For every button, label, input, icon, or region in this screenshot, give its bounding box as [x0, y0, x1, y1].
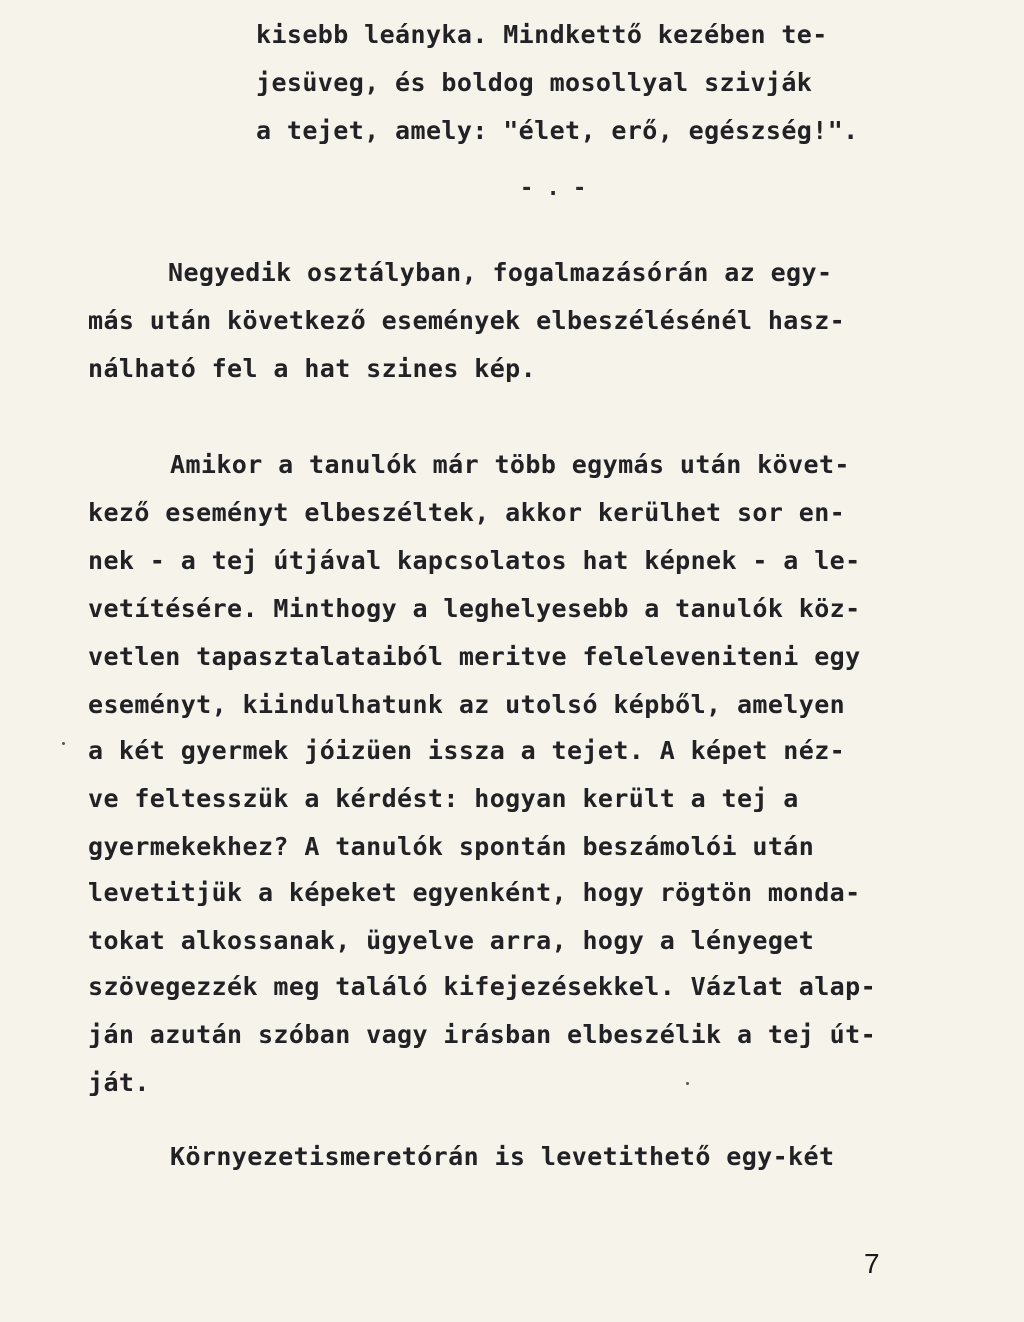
text-line: vetlen tapasztalataiból meritve feleleveniteni egy	[88, 642, 861, 671]
text-line: ját.	[88, 1068, 150, 1097]
text-line: a tejet, amely: "élet, erő, egészség!".	[256, 116, 859, 145]
text-line: a két gyermek jóizüen issza a tejet. A képet néz-	[88, 736, 846, 765]
text-line: nek - a tej útjával kapcsolatos hat képnek - a le-	[88, 546, 861, 575]
text-line: tokat alkossanak, ügyelve arra, hogy a lényeget	[88, 926, 815, 955]
text-line: gyermekekhez? A tanulók spontán beszámolói után	[88, 832, 815, 861]
text-line: eseményt, kiindulhatunk az utolsó képből, amelyen	[88, 690, 846, 719]
text-line: Negyedik osztályban, fogalmazásórán az egy-	[168, 258, 833, 287]
text-line: vetítésére. Minthogy a leghelyesebb a tanulók köz-	[88, 594, 861, 623]
text-line: levetitjük a képeket egyenként, hogy rögtön monda-	[88, 878, 861, 907]
text-line: Környezetismeretórán is levetithető egy-két	[170, 1142, 835, 1171]
section-separator: - . -	[520, 176, 587, 201]
text-line: jesüveg, és boldog mosollyal szivják	[256, 68, 813, 97]
text-line: ve feltesszük a kérdést: hogyan került a tej a	[88, 784, 799, 813]
text-line: más után következő események elbeszélésénél hasz-	[88, 306, 846, 335]
text-line: kező eseményt elbeszéltek, akkor kerülhet sor en-	[88, 498, 846, 527]
text-line: szövegezzék meg találó kifejezésekkel. Vázlat alap-	[88, 972, 877, 1001]
scan-speck	[62, 742, 65, 745]
text-line: ján azután szóban vagy irásban elbeszélik a tej út-	[88, 1020, 877, 1049]
page-number: 7	[864, 1248, 880, 1279]
text-line: kisebb leányka. Mindkettő kezében te-	[256, 20, 828, 49]
text-line: nálható fel a hat szines kép.	[88, 354, 537, 383]
scan-speck	[686, 1082, 689, 1085]
text-line: Amikor a tanulók már több egymás után követ-	[170, 450, 850, 479]
